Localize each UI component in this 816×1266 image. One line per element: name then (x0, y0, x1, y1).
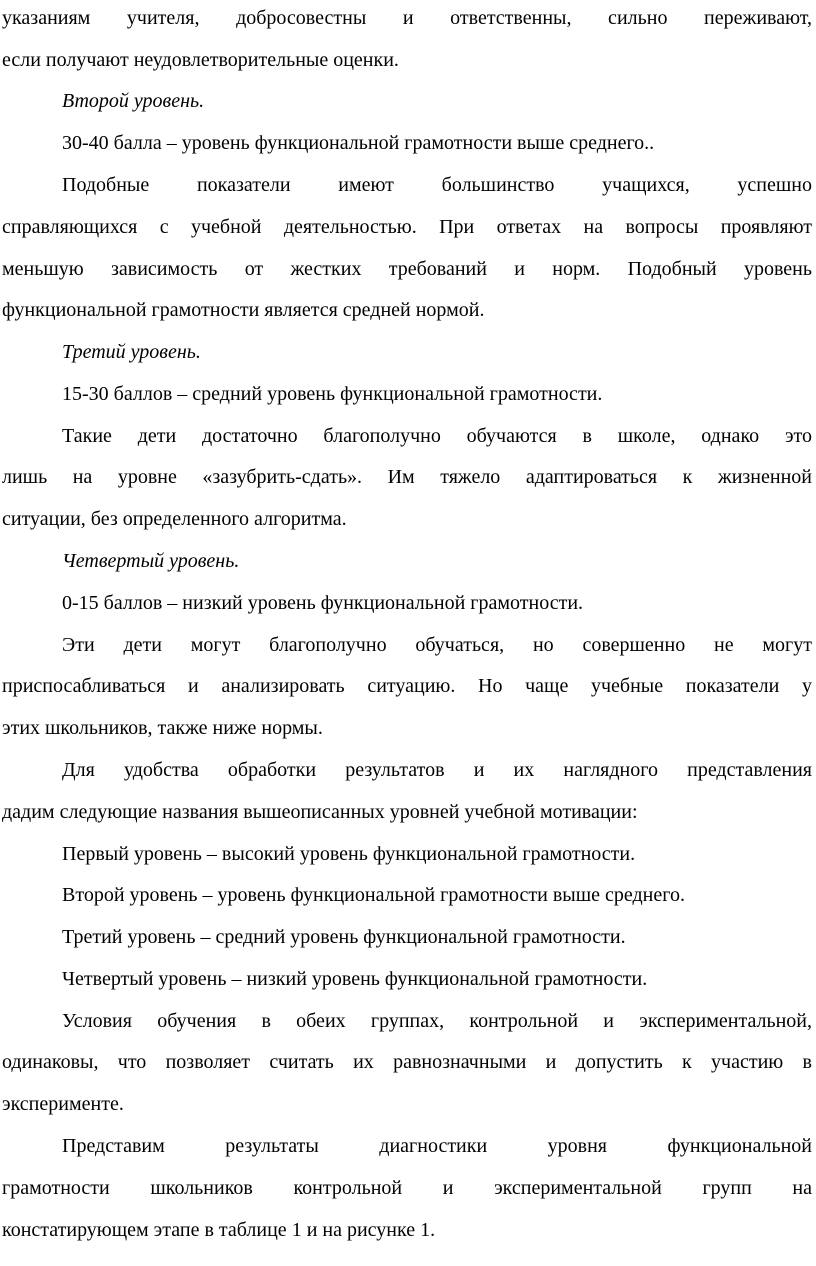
text-line: констатирующем этапе в таблице 1 и на рисунке 1. (2, 1219, 436, 1241)
text-line: приспосабливаться и анализировать ситуацию. Но чаще учебные показатели у (2, 675, 812, 697)
section-heading: Третий уровень. (62, 341, 201, 363)
section-heading: Четвертый уровень. (62, 550, 240, 572)
text-line: Второй уровень – уровень функциональной грамотности выше среднего. (62, 884, 685, 906)
text-line: ситуации, без определенного алгоритма. (2, 508, 347, 530)
text-line: Первый уровень – высокий уровень функциональной грамотности. (62, 843, 636, 865)
text-line: этих школьников, также ниже нормы. (2, 717, 323, 739)
text-line: дадим следующие названия вышеописанных уровней учебной мотивации: (2, 801, 638, 823)
text-line: если получают неудовлетворительные оценки. (2, 49, 399, 71)
text-line: лишь на уровне «зазубрить-сдать». Им тяжело адаптироваться к жизненной (2, 466, 812, 488)
section-heading: Второй уровень. (62, 90, 205, 112)
text-line: 0-15 баллов – низкий уровень функциональной грамотности. (62, 592, 584, 614)
text-line: указаниям учителя, добросовестны и ответственны, сильно переживают, (2, 7, 812, 29)
text-line: Третий уровень – средний уровень функциональной грамотности. (62, 926, 626, 948)
text-line: одинаковы, что позволяет считать их равнозначными и допустить к участию в (2, 1051, 812, 1073)
text-line: Представим результаты диагностики уровня функциональной (62, 1135, 812, 1157)
text-line: функциональной грамотности является средней нормой. (2, 299, 485, 321)
text-line: Для удобства обработки результатов и их наглядного представления (62, 759, 812, 781)
text-line: Эти дети могут благополучно обучаться, но совершенно не могут (62, 634, 812, 656)
text-line: Подобные показатели имеют большинство учащихся, успешно (62, 174, 812, 196)
text-line: меньшую зависимость от жестких требований и норм. Подобный уровень (2, 258, 812, 280)
text-line: грамотности школьников контрольной и экспериментальной групп на (2, 1177, 812, 1199)
text-line: 15-30 баллов – средний уровень функциональной грамотности. (62, 383, 603, 405)
text-line: справляющихся с учебной деятельностью. При ответах на вопросы проявляют (2, 216, 812, 238)
text-line: Условия обучения в обеих группах, контрольной и экспериментальной, (62, 1010, 812, 1032)
text-line: эксперименте. (2, 1093, 124, 1115)
text-line: 30-40 балла – уровень функциональной грамотности выше среднего.. (62, 132, 655, 154)
text-line: Четвертый уровень – низкий уровень функциональной грамотности. (62, 968, 648, 990)
text-line: Такие дети достаточно благополучно обучаются в школе, однако это (62, 425, 812, 447)
